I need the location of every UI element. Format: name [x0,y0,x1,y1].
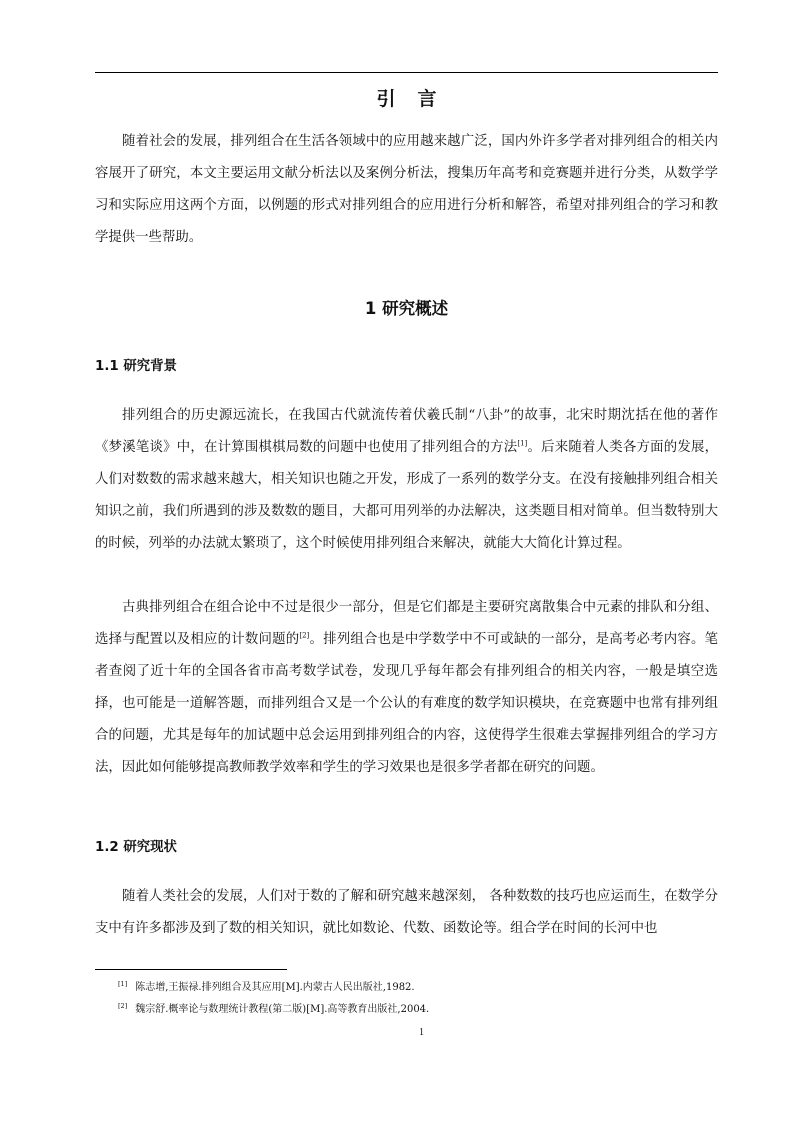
intro-paragraph: 随着社会的发展，排列组合在生活各领域中的应用越来越广泛，国内外许多学者对排列组合的相关内容展开了研究，本文主要运用文献分析法以及案例分析法，搜集历年高考和竞赛题并进行分类，从数学学习和实际应用这两个方面，以例题的形式对排列组合的应用进行分析和解答，希望对排列组合的学习和教学提供一些帮助。 [95,134,718,245]
intro-title: 引言 [376,88,459,110]
footnote-2 [118,1003,429,1017]
subsection-1-1-title: 1.1 研究背景 [95,359,177,374]
footnote-1 [118,981,415,995]
footnote-rule [95,969,287,970]
background-paragraph-2 [95,592,718,784]
footnote-text: 陈志增,王振禄.排列组合及其应用[M].内蒙古人民出版社,1982. [135,982,415,993]
paragraph-text: 古典排列组合在组合论中不过是很少一部分，但是它们都是主要研究离散集合中元素的排队和分组、选择与配置以及相应的计数问题的 [95,600,718,647]
paragraph-text: 。排列组合也是中学数学中不可或缺的一部分，是高考必考内容。笔者查阅了近十年的全国各省市高考数学试卷，发现几乎每年都会有排列组合的相关内容，一般是填空选择，也可能是一道解答题，而排列组合又是一个公认的有难度的数学知识模块，在竞赛题中也常有排列组合的问题，尤其是每年的加试题中总会运用到排列组合的内容，这使得学生很难去掌握排列组合的学习方法，因此如何能够提高教师教学效率和学生的学习效果也是很多学者都在研究的问题。 [95,632,718,775]
paragraph-text: 。后来随着人类各方面的发展，人们对数数的需求越来越大，相关知识也随之开发，形成了一系列的数学分支。在没有接触排列组合相关知识之前，我们所遇到的涉及数数的题目，大都可用列举的办法解决，这类题目相对简单。但当数特别大的时候，列举的办法就太繁琐了，这个时候使用排列组合来解决，就能大大简化计算过程。 [95,440,719,551]
section-1-title: 1 研究概述 [364,299,449,318]
status-paragraph-1: 随着人类社会的发展，人们对于数的了解和研究越来越深刻， 各种数数的技巧也应运而生，在数学分支中有许多都涉及到了数的相关知识，就比如数论、代数、函数论等。组合学在时间的长河中也 [95,889,718,936]
page-number: 1 [419,1027,424,1038]
footnote-text: 魏宗舒.概率论与数理统计教程(第二版)[M].高等教育出版社,2004. [135,1004,430,1015]
header-rule [95,72,718,73]
subsection-1-2-title: 1.2 研究现状 [95,840,177,855]
footnote-mark: [1] [118,979,128,988]
paragraph-text: 排列组合的历史源远流长，在我国古代就流传着伏羲氏制“八卦”的故事，北宋时期沈括在他的著作《梦溪笔谈》中，在计算围棋棋局数的问题中也使用了排列组合的方法 [95,408,718,455]
footnote-mark: [2] [118,1001,128,1010]
citation-2[interactable]: [2] [299,631,310,640]
background-paragraph-1 [95,400,718,560]
citation-1[interactable]: [1] [517,439,528,448]
